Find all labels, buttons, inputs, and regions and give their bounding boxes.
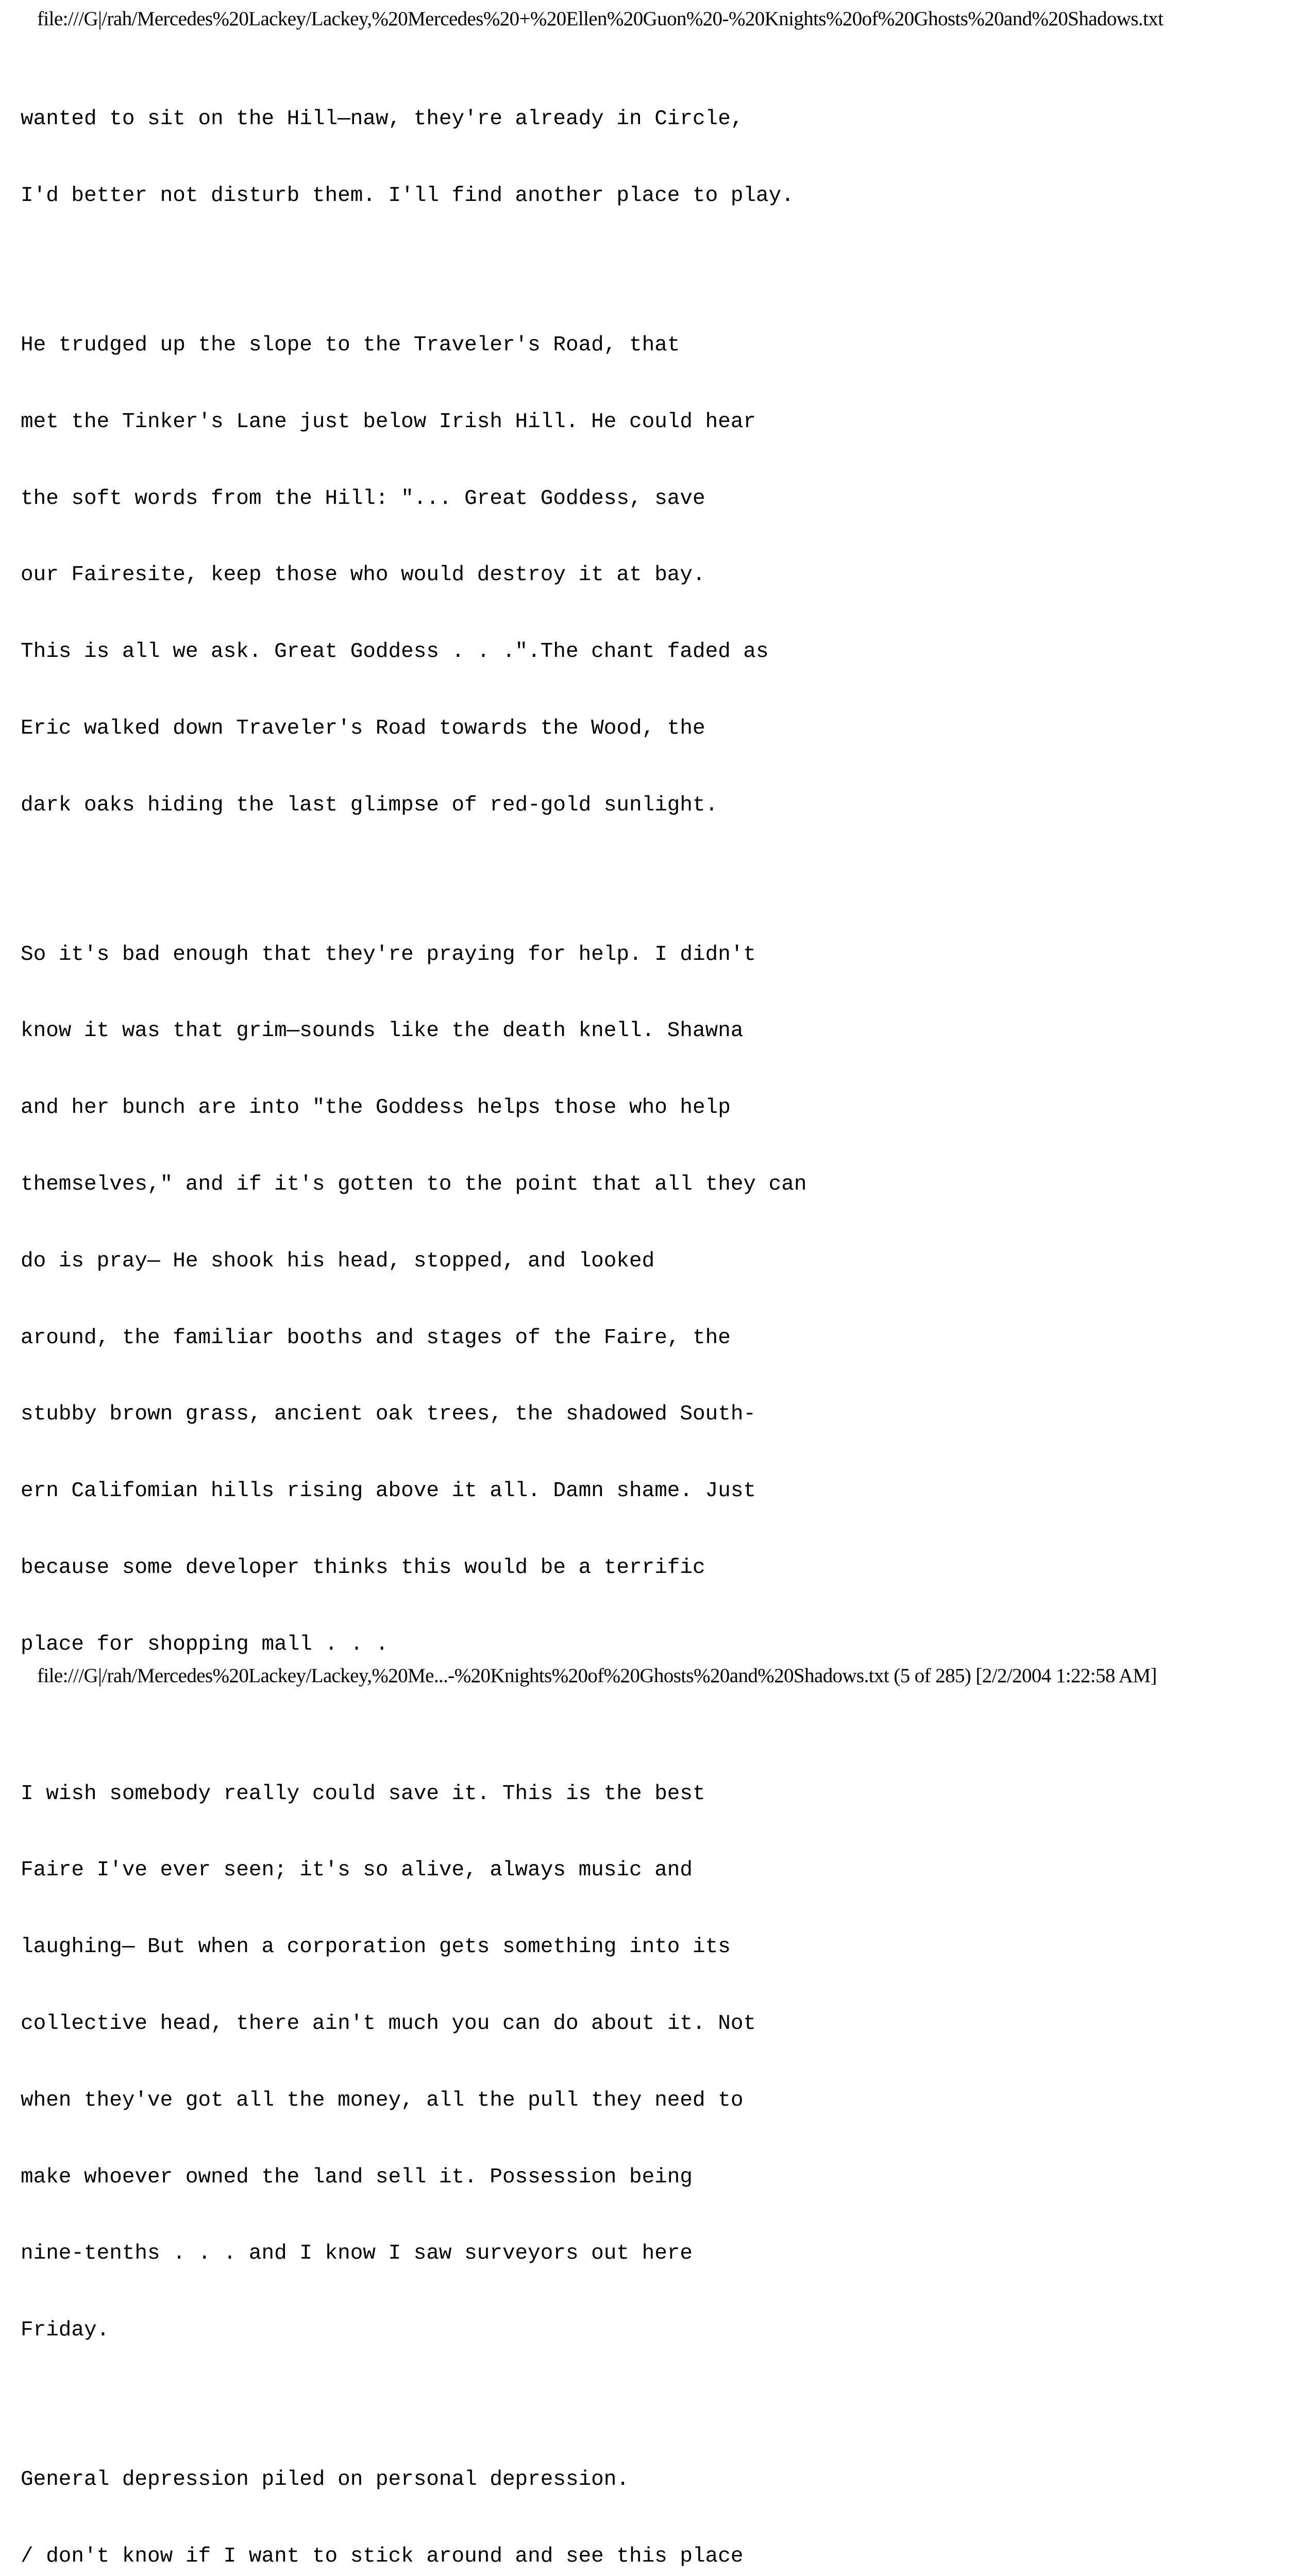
text-line: Eric walked down Traveler's Road towards the Wood, the	[21, 716, 705, 740]
text-line: stubby brown grass, ancient oak trees, the shadowed South-	[21, 1402, 756, 1427]
text-line: / don't know if I want to stick around and see this place	[21, 2544, 744, 2568]
paragraph	[21, 56, 1257, 260]
text-line: Friday.	[21, 2318, 110, 2343]
text-line: laughing— But when a corporation gets something into its	[21, 1935, 731, 1959]
text-line: So it's bad enough that they're praying for help. I didn't	[21, 942, 756, 967]
text-line: around, the familiar booths and stages of the Faire, the	[21, 1326, 731, 1350]
text-line: place for shopping mall . . .	[21, 1632, 389, 1656]
text-line: nine-tenths . . . and I know I saw surveyors out here	[21, 2242, 693, 2266]
text-line: Faire I've ever seen; it's so alive, always music and	[21, 1858, 693, 1883]
paragraph	[21, 282, 1257, 870]
page-header-url: file:///G|/rah/Mercedes%20Lackey/Lackey,%20Mercedes%20+%20Ellen%20Guon%20-%20Knights%20of%20Ghosts%20and%20Shadows.txt	[37, 8, 1164, 30]
text-line: collective head, there ain't much you can do about it. Not	[21, 2011, 756, 2036]
text-line: General depression piled on personal depression.	[21, 2468, 629, 2492]
text-line: know it was that grim—sounds like the death knell. Shawna	[21, 1019, 744, 1043]
paragraph	[21, 2416, 1257, 2576]
text-line: ern Califomian hills rising above it all. Damn shame. Just	[21, 1479, 756, 1503]
text-line: met the Tinker's Lane just below Irish Hill. He could hear	[21, 410, 756, 434]
text-line: make whoever owned the land sell it. Possession being	[21, 2165, 693, 2189]
text-line: when they've got all the money, all the pull they need to	[21, 2088, 744, 2112]
text-line: He trudged up the slope to the Traveler's Road, that	[21, 333, 680, 357]
text-line: themselves," and if it's gotten to the point that all they can	[21, 1172, 807, 1196]
text-line: do is pray— He shook his head, stopped, and looked	[21, 1249, 655, 1273]
text-line: our Fairesite, keep those who would destroy it at bay.	[21, 563, 705, 587]
text-line: This is all we ask. Great Goddess . . .".The chant faded as	[21, 640, 769, 664]
text-line: I wish somebody really could save it. This is the best	[21, 1782, 705, 1806]
paragraph	[21, 891, 1257, 1708]
text-line: because some developer thinks this would be a terrific	[21, 1555, 705, 1580]
text-line: and her bunch are into "the Goddess helps those who help	[21, 1096, 731, 1120]
text-line: I'd better not disturb them. I'll find another place to play.	[21, 183, 794, 208]
paragraph	[21, 1730, 1257, 2394]
document-body	[21, 56, 1257, 2576]
page-footer-url: file:///G|/rah/Mercedes%20Lackey/Lackey,%20Me...-%20Knights%20of%20Ghosts%20and%20Shadows.txt (5 of 285) [2/2/2004 1:22:58 AM]	[37, 1665, 1157, 1687]
text-line: the soft words from the Hill: "... Great Goddess, save	[21, 486, 705, 511]
text-line: dark oaks hiding the last glimpse of red-gold sunlight.	[21, 793, 718, 817]
text-line: wanted to sit on the Hill—naw, they're already in Circle,	[21, 107, 744, 131]
